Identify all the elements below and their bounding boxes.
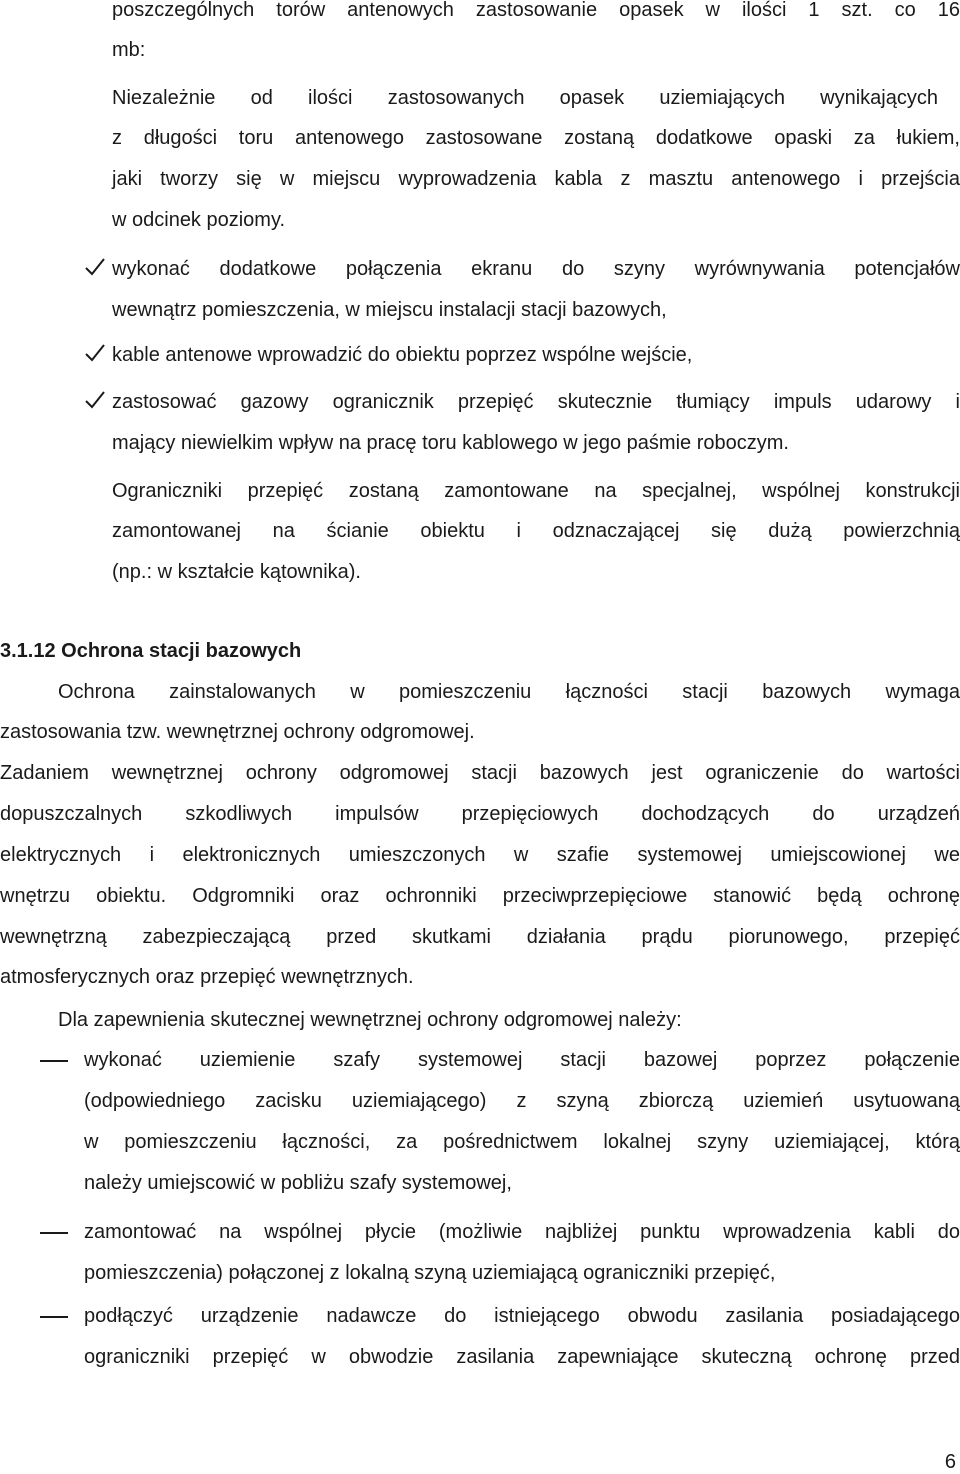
list-item-line: wykonać dodatkowe połączenia ekranu do szyny wyrównywania potencjałów (112, 258, 960, 280)
list-item-line: pomieszczenia) połączonej z lokalną szyną uziemiającą ograniczniki przepięć, (84, 1262, 776, 1284)
paragraph-line: z długości toru antenowego zastosowane zostaną dodatkowe opaski za łukiem, (112, 127, 960, 149)
paragraph-line: mb: (112, 39, 146, 61)
paragraph-line: poszczególnych torów antenowych zastosowanie opasek w ilości 1 szt. co 16 (112, 0, 960, 21)
list-item-line: zamontować na wspólnej płycie (możliwie najbliżej punktu wprowadzenia kabli do (84, 1221, 960, 1243)
paragraph-line: atmosferycznych oraz przepięć wewnętrznych. (0, 966, 414, 988)
list-item-line: mający niewielkim wpływ na pracę toru kablowego w jego paśmie roboczym. (112, 432, 789, 454)
page-number: 6 (944, 1451, 956, 1473)
checkmark-icon (84, 255, 106, 279)
list-item-line: podłączyć urządzenie nadawcze do istniejącego obwodu zasilania posiadającego (84, 1305, 960, 1327)
paragraph-line: (np.: w kształcie kątownika). (112, 561, 361, 583)
paragraph-line: wnętrzu obiektu. Odgromniki oraz ochronniki przeciwprzepięciowe stanowić będą ochronę (0, 885, 960, 907)
paragraph-line: zamontowanej na ścianie obiektu i odznaczającej się dużą powierzchnią (112, 520, 960, 542)
list-item-line: (odpowiedniego zacisku uziemiającego) z szyną zbiorczą uziemień usytuowaną (84, 1090, 960, 1112)
section-heading: 3.1.12 Ochrona stacji bazowych (0, 640, 302, 662)
paragraph-line: dopuszczalnych szkodliwych impulsów przepięciowych dochodzących do urządzeń (0, 803, 960, 825)
list-item-line: wykonać uziemienie szafy systemowej stacji bazowej poprzez połączenie (84, 1049, 960, 1071)
paragraph-line: Ograniczniki przepięć zostaną zamontowane na specjalnej, wspólnej konstrukcji (112, 480, 960, 502)
paragraph-line: Dla zapewnienia skutecznej wewnętrznej ochrony odgromowej należy: (58, 1009, 682, 1031)
paragraph-line: Zadaniem wewnętrznej ochrony odgromowej stacji bazowych jest ograniczenie do wartości (0, 762, 960, 784)
list-item-line: zastosować gazowy ogranicznik przepięć skutecznie tłumiący impuls udarowy i (112, 391, 960, 413)
paragraph-line: elektrycznych i elektronicznych umieszczonych w szafie systemowej umiejscowionej we (0, 844, 960, 866)
paragraph-line: Niezależnie od ilości zastosowanych opasek uziemiających wynikających (112, 87, 938, 109)
list-item-line: w pomieszczeniu łączności, za pośrednictwem lokalnej szyny uziemiającej, którą (84, 1131, 960, 1153)
dash-bullet-icon (40, 1316, 68, 1318)
dash-bullet-icon (40, 1060, 68, 1062)
list-item-line: kable antenowe wprowadzić do obiektu poprzez wspólne wejście, (112, 344, 693, 366)
paragraph-line: Ochrona zainstalowanych w pomieszczeniu łączności stacji bazowych wymaga (58, 681, 960, 703)
paragraph-line: w odcinek poziomy. (112, 209, 286, 231)
checkmark-icon (84, 388, 106, 412)
paragraph-line: wewnętrzną zabezpieczającą przed skutkami działania prądu piorunowego, przepięć (0, 926, 960, 948)
list-item-line: wewnątrz pomieszczenia, w miejscu instalacji stacji bazowych, (112, 299, 667, 321)
list-item-line: należy umiejscowić w pobliżu szafy systemowej, (84, 1172, 512, 1194)
paragraph-line: zastosowania tzw. wewnętrznej ochrony odgromowej. (0, 721, 475, 743)
paragraph-line: jaki tworzy się w miejscu wyprowadzenia kabla z masztu antenowego i przejścia (112, 168, 960, 190)
list-item-line: ograniczniki przepięć w obwodzie zasilania zapewniające skuteczną ochronę przed (84, 1346, 960, 1368)
dash-bullet-icon (40, 1232, 68, 1234)
checkmark-icon (84, 341, 106, 365)
